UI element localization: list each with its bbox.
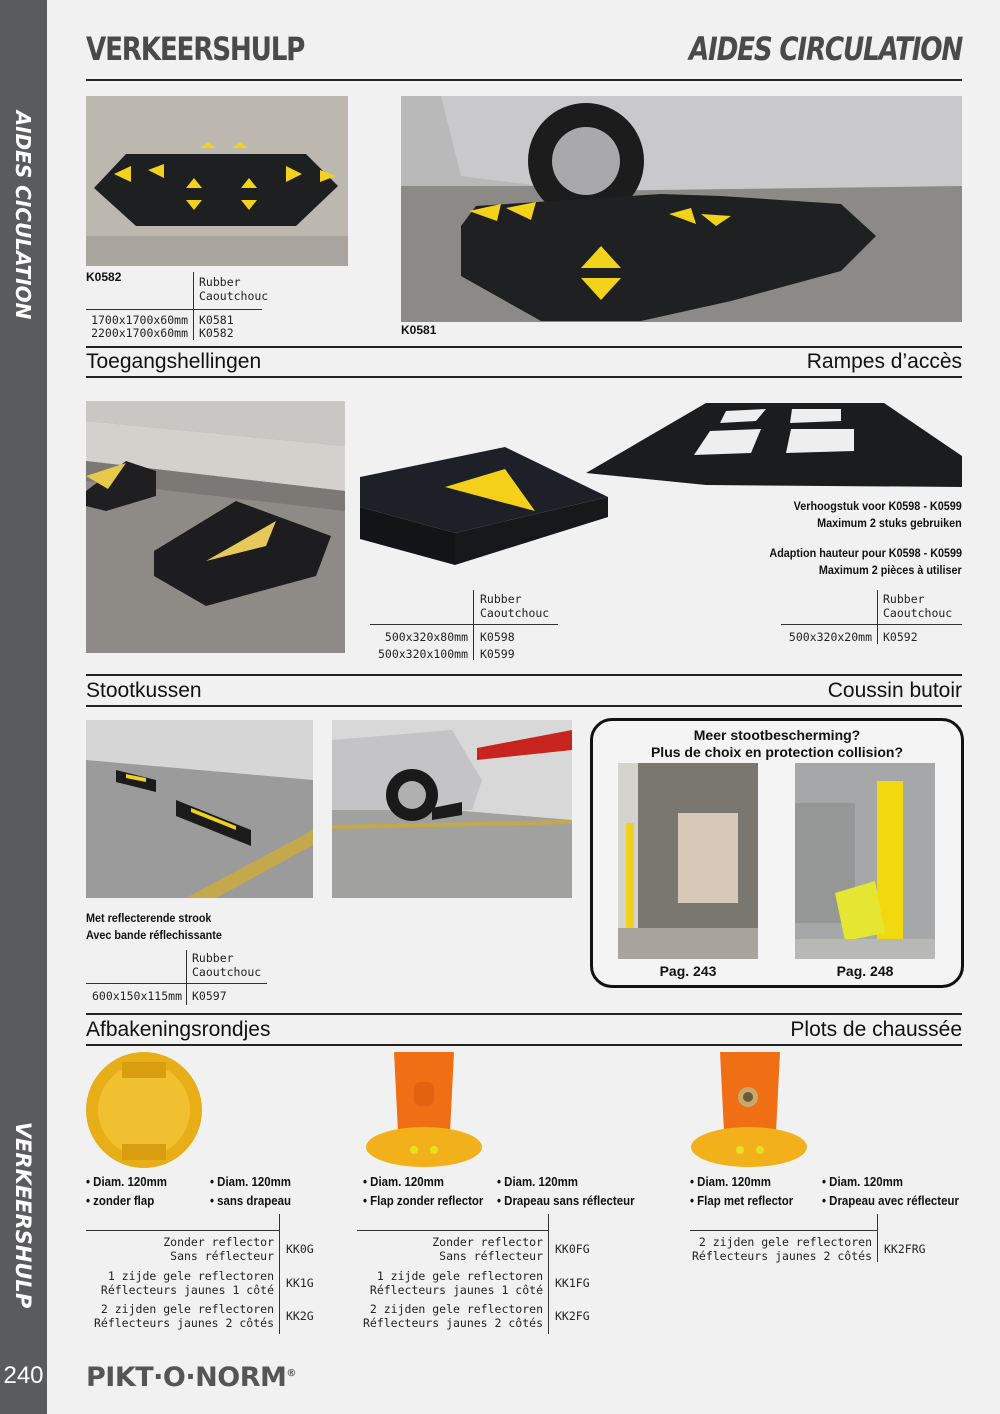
table-rule bbox=[370, 624, 558, 625]
section-rule-bottom bbox=[86, 705, 962, 707]
brand-logo-text: PIKT·O·NORM bbox=[86, 1362, 287, 1393]
promo-page-link-243[interactable]: Pag. 243 bbox=[659, 963, 717, 979]
t2-r3-code: KK2FG bbox=[555, 1309, 590, 1323]
dim-row-2: 2200x1700x60mm bbox=[91, 326, 188, 340]
header-rule bbox=[86, 79, 962, 81]
plot3-bullet-3: • Diam. 120mm bbox=[822, 1174, 903, 1189]
material-fr: Caoutchouc bbox=[199, 289, 269, 303]
sidebar-top-label: AIDES CICULATION bbox=[11, 110, 35, 320]
plot2-bullet-1: • Diam. 120mm bbox=[363, 1174, 444, 1189]
plot3-bullet-2: • Flap met reflector bbox=[690, 1193, 794, 1208]
collision-promo-box bbox=[590, 718, 964, 988]
speed-bump-photo bbox=[86, 96, 348, 266]
t1-r2-code: KK1G bbox=[286, 1276, 314, 1290]
road-stud-flap-reflector-photo bbox=[690, 1052, 808, 1168]
t1-r1-fr: Sans réflecteur bbox=[170, 1249, 274, 1263]
registered-mark: ® bbox=[286, 1368, 296, 1379]
table-divider bbox=[473, 590, 474, 660]
stops-material-fr: Caoutchouc bbox=[192, 965, 262, 979]
table-divider bbox=[186, 950, 187, 1005]
page-title-fr: AIDES CIRCULATION bbox=[688, 30, 962, 68]
riser-note-fr-2: Maximum 2 pièces à utiliser bbox=[819, 563, 962, 577]
dim-row-1: 1700x1700x60mm bbox=[91, 313, 188, 327]
t1-r2-nl: 1 zijde gele reflectoren bbox=[107, 1269, 274, 1283]
table-rule bbox=[86, 309, 262, 310]
t2-r1-fr: Sans réflecteur bbox=[439, 1249, 543, 1263]
stops-note-fr: Avec bande réflechissante bbox=[86, 928, 222, 942]
t1-r2-fr: Réflecteurs jaunes 1 côté bbox=[100, 1283, 274, 1297]
t2-r2-nl: 1 zijde gele reflectoren bbox=[376, 1269, 543, 1283]
plot2-bullet-3: • Diam. 120mm bbox=[497, 1174, 578, 1189]
t2-r3-nl: 2 zijden gele reflectoren bbox=[369, 1302, 543, 1316]
plot1-bullet-3: • Diam. 120mm bbox=[210, 1174, 291, 1189]
riser-note-fr-1: Adaption hauteur pour K0598 - K0599 bbox=[769, 546, 962, 560]
ramps-code-2: K0599 bbox=[480, 647, 515, 661]
section-title-stops-nl: Stootkussen bbox=[86, 679, 202, 702]
table-rule bbox=[781, 624, 962, 625]
table-rule bbox=[690, 1230, 878, 1231]
t1-r3-code: KK2G bbox=[286, 1309, 314, 1323]
promo-title-fr: Plus de choix en protection collision? bbox=[650, 744, 904, 760]
riser-note-nl-1: Verhoogstuk voor K0598 - K0599 bbox=[793, 499, 962, 513]
t2-r2-code: KK1FG bbox=[555, 1276, 590, 1290]
speed-bump-car-photo bbox=[401, 96, 962, 322]
speed-bump-code-right: K0581 bbox=[401, 323, 437, 337]
plot2-bullet-2: • Flap zonder reflector bbox=[363, 1193, 484, 1208]
road-stud-flap-photo bbox=[364, 1052, 482, 1168]
stops-dim-1: 600x150x115mm bbox=[91, 989, 182, 1003]
plot1-bullet-1: • Diam. 120mm bbox=[86, 1174, 167, 1189]
ramp-product-photo bbox=[360, 447, 608, 565]
section-rule-top bbox=[86, 346, 962, 348]
page-title-nl: VERKEERSHULP bbox=[86, 30, 305, 68]
table-divider bbox=[877, 590, 878, 644]
road-stud-photo bbox=[82, 1052, 206, 1168]
section-title-ramps-nl: Toegangshellingen bbox=[86, 350, 262, 373]
ramps-material-nl: Rubber bbox=[480, 592, 522, 606]
page-number: 240 bbox=[3, 1362, 44, 1389]
stops-photo-garage bbox=[86, 720, 313, 898]
riser-note-nl-2: Maximum 2 stuks gebruiken bbox=[817, 516, 962, 530]
t2-r3-fr: Réflecteurs jaunes 2 côtés bbox=[362, 1316, 543, 1330]
stops-note-nl: Met reflecterende strook bbox=[86, 911, 212, 925]
t3-r1-nl: 2 zijden gele reflectoren bbox=[698, 1235, 872, 1249]
ramps-dim-2: 500x320x100mm bbox=[377, 647, 468, 661]
sidebar-bottom-label: VERKEERSHULP bbox=[11, 1121, 35, 1309]
table-rule bbox=[86, 983, 267, 984]
code-row-2: K0582 bbox=[199, 326, 234, 340]
table-rule bbox=[86, 1230, 280, 1231]
section-rule-top bbox=[86, 674, 962, 676]
plot3-bullet-1: • Diam. 120mm bbox=[690, 1174, 771, 1189]
stops-photo-car bbox=[332, 720, 572, 898]
table-divider bbox=[279, 1214, 280, 1334]
section-rule-top bbox=[86, 1013, 962, 1015]
section-title-stops-fr: Coussin butoir bbox=[827, 679, 962, 702]
plot1-bullet-2: • zonder flap bbox=[86, 1193, 155, 1208]
ramps-dim-1: 500x320x80mm bbox=[384, 630, 468, 644]
t3-r1-fr: Réflecteurs jaunes 2 côtés bbox=[691, 1249, 872, 1263]
t2-r1-code: KK0FG bbox=[555, 1242, 590, 1256]
table-rule bbox=[357, 1230, 549, 1231]
t3-r1-code: KK2FRG bbox=[884, 1242, 926, 1256]
section-title-plots-nl: Afbakeningsrondjes bbox=[86, 1018, 271, 1041]
t1-r3-nl: 2 zijden gele reflectoren bbox=[100, 1302, 274, 1316]
brand-logo bbox=[86, 1362, 296, 1393]
riser-code-1: K0592 bbox=[883, 630, 918, 644]
table-divider bbox=[877, 1214, 878, 1262]
section-title-plots-fr: Plots de chaussée bbox=[790, 1018, 962, 1041]
riser-dim-1: 500x320x20mm bbox=[788, 630, 872, 644]
table-divider bbox=[548, 1214, 549, 1334]
ramp-riser-photo bbox=[586, 401, 962, 491]
sidebar bbox=[0, 0, 47, 1414]
section-rule-bottom bbox=[86, 1044, 962, 1046]
plot1-bullet-4: • sans drapeau bbox=[210, 1193, 291, 1208]
promo-page-link-248[interactable]: Pag. 248 bbox=[836, 963, 894, 979]
promo-photo-bollard[interactable] bbox=[795, 763, 935, 959]
plot2-bullet-4: • Drapeau sans réflecteur bbox=[497, 1193, 635, 1208]
t2-r1-nl: Zonder reflector bbox=[432, 1235, 543, 1249]
ramps-photo bbox=[86, 401, 345, 653]
t1-r1-code: KK0G bbox=[286, 1242, 314, 1256]
section-title-ramps-fr: Rampes d’accès bbox=[806, 350, 962, 373]
plot3-bullet-4: • Drapeau avec réflecteur bbox=[822, 1193, 959, 1208]
promo-title-nl: Meer stootbescherming? bbox=[693, 727, 861, 743]
section-rule-bottom bbox=[86, 376, 962, 378]
code-row-1: K0581 bbox=[199, 313, 234, 327]
speed-bump-code-left: K0582 bbox=[86, 270, 122, 284]
riser-material-fr: Caoutchouc bbox=[883, 606, 953, 620]
stops-material-nl: Rubber bbox=[192, 951, 234, 965]
ramps-material-fr: Caoutchouc bbox=[480, 606, 550, 620]
t2-r2-fr: Réflecteurs jaunes 1 côté bbox=[369, 1283, 543, 1297]
t1-r1-nl: Zonder reflector bbox=[163, 1235, 274, 1249]
t1-r3-fr: Réflecteurs jaunes 2 côtés bbox=[93, 1316, 274, 1330]
riser-material-nl: Rubber bbox=[883, 592, 925, 606]
material-nl: Rubber bbox=[199, 275, 241, 289]
promo-photo-warehouse[interactable] bbox=[618, 763, 758, 959]
ramps-code-1: K0598 bbox=[480, 630, 515, 644]
stops-code-1: K0597 bbox=[192, 989, 227, 1003]
table-divider bbox=[193, 272, 194, 340]
